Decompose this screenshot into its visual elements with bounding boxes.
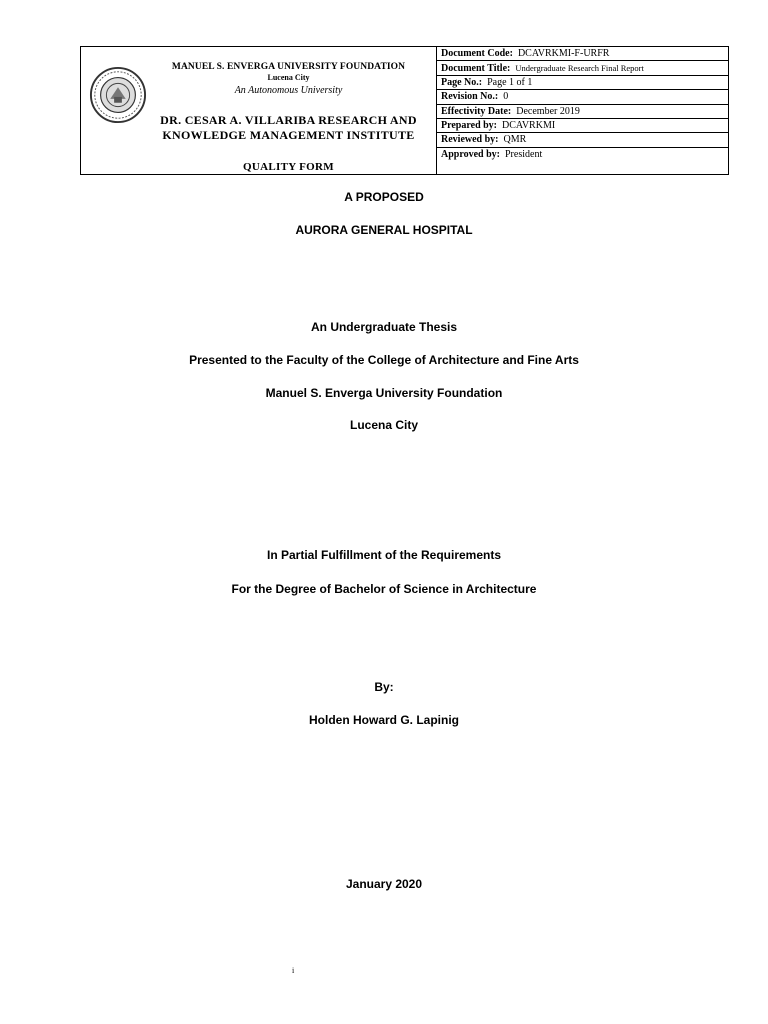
meta-approved-by [437,148,728,174]
title-line-1: A PROPOSED [344,190,424,204]
fulfillment-line-1: In Partial Fulfillment of the Requirements [266,548,502,562]
title-line-2: AURORA GENERAL HOSPITAL [295,223,473,237]
meta-value: DCAVRKMI [502,119,556,131]
meta-revision-no [437,90,728,104]
submission-date: January 2020 [345,877,423,891]
meta-value: QMR [503,134,527,146]
meta-reviewed-by [437,133,728,147]
institute-name-line2: KNOWLEDGE MANAGEMENT INSTITUTE [162,128,415,142]
meta-label: Page No.: [441,76,483,88]
university-name: MANUEL S. ENVERGA UNIVERSITY FOUNDATION [171,62,406,72]
meta-label: Effectivity Date: [441,105,512,117]
meta-label: Document Title: [441,63,511,75]
page-number: i [292,966,295,975]
meta-label: Revision No.: [441,91,499,103]
university-city: Lucena City [267,73,310,82]
meta-page-no [437,76,728,90]
meta-document-title [437,61,728,75]
quality-form-header [80,46,729,175]
university-seal-logo [89,66,147,124]
meta-value: Undergraduate Research Final Report [515,63,644,74]
presented-to: Presented to the Faculty of the College of Architecture and Fine Arts [189,353,579,367]
form-type-label: QUALITY FORM [243,161,334,173]
meta-value: DCAVRKMI-F-URFR [517,48,610,59]
document-metadata-table [437,47,728,174]
meta-effectivity-date [437,105,728,119]
meta-label: Document Code: [441,48,513,59]
by-label: By: [374,680,394,694]
meta-value: President [505,148,543,160]
meta-value: 0 [503,91,509,103]
city-line: Lucena City [349,418,418,432]
header-institution-panel [81,47,437,174]
meta-value: December 2019 [516,105,580,117]
university-tagline: An Autonomous University [234,85,343,96]
university-line: Manuel S. Enverga University Foundation [265,386,503,400]
meta-label: Reviewed by: [441,134,499,146]
author-name: Holden Howard G. Lapinig [309,713,459,727]
institute-name [141,113,436,143]
meta-label: Prepared by: [441,119,498,131]
meta-value: Page 1 of 1 [487,76,533,88]
thesis-type: An Undergraduate Thesis [310,320,458,334]
meta-document-code [437,47,728,61]
fulfillment-line-2: For the Degree of Bachelor of Science in Architecture [231,582,537,596]
meta-prepared-by [437,119,728,133]
meta-label: Approved by: [441,148,500,160]
institute-name-line1: DR. CESAR A. VILLARIBA RESEARCH AND [160,113,417,127]
